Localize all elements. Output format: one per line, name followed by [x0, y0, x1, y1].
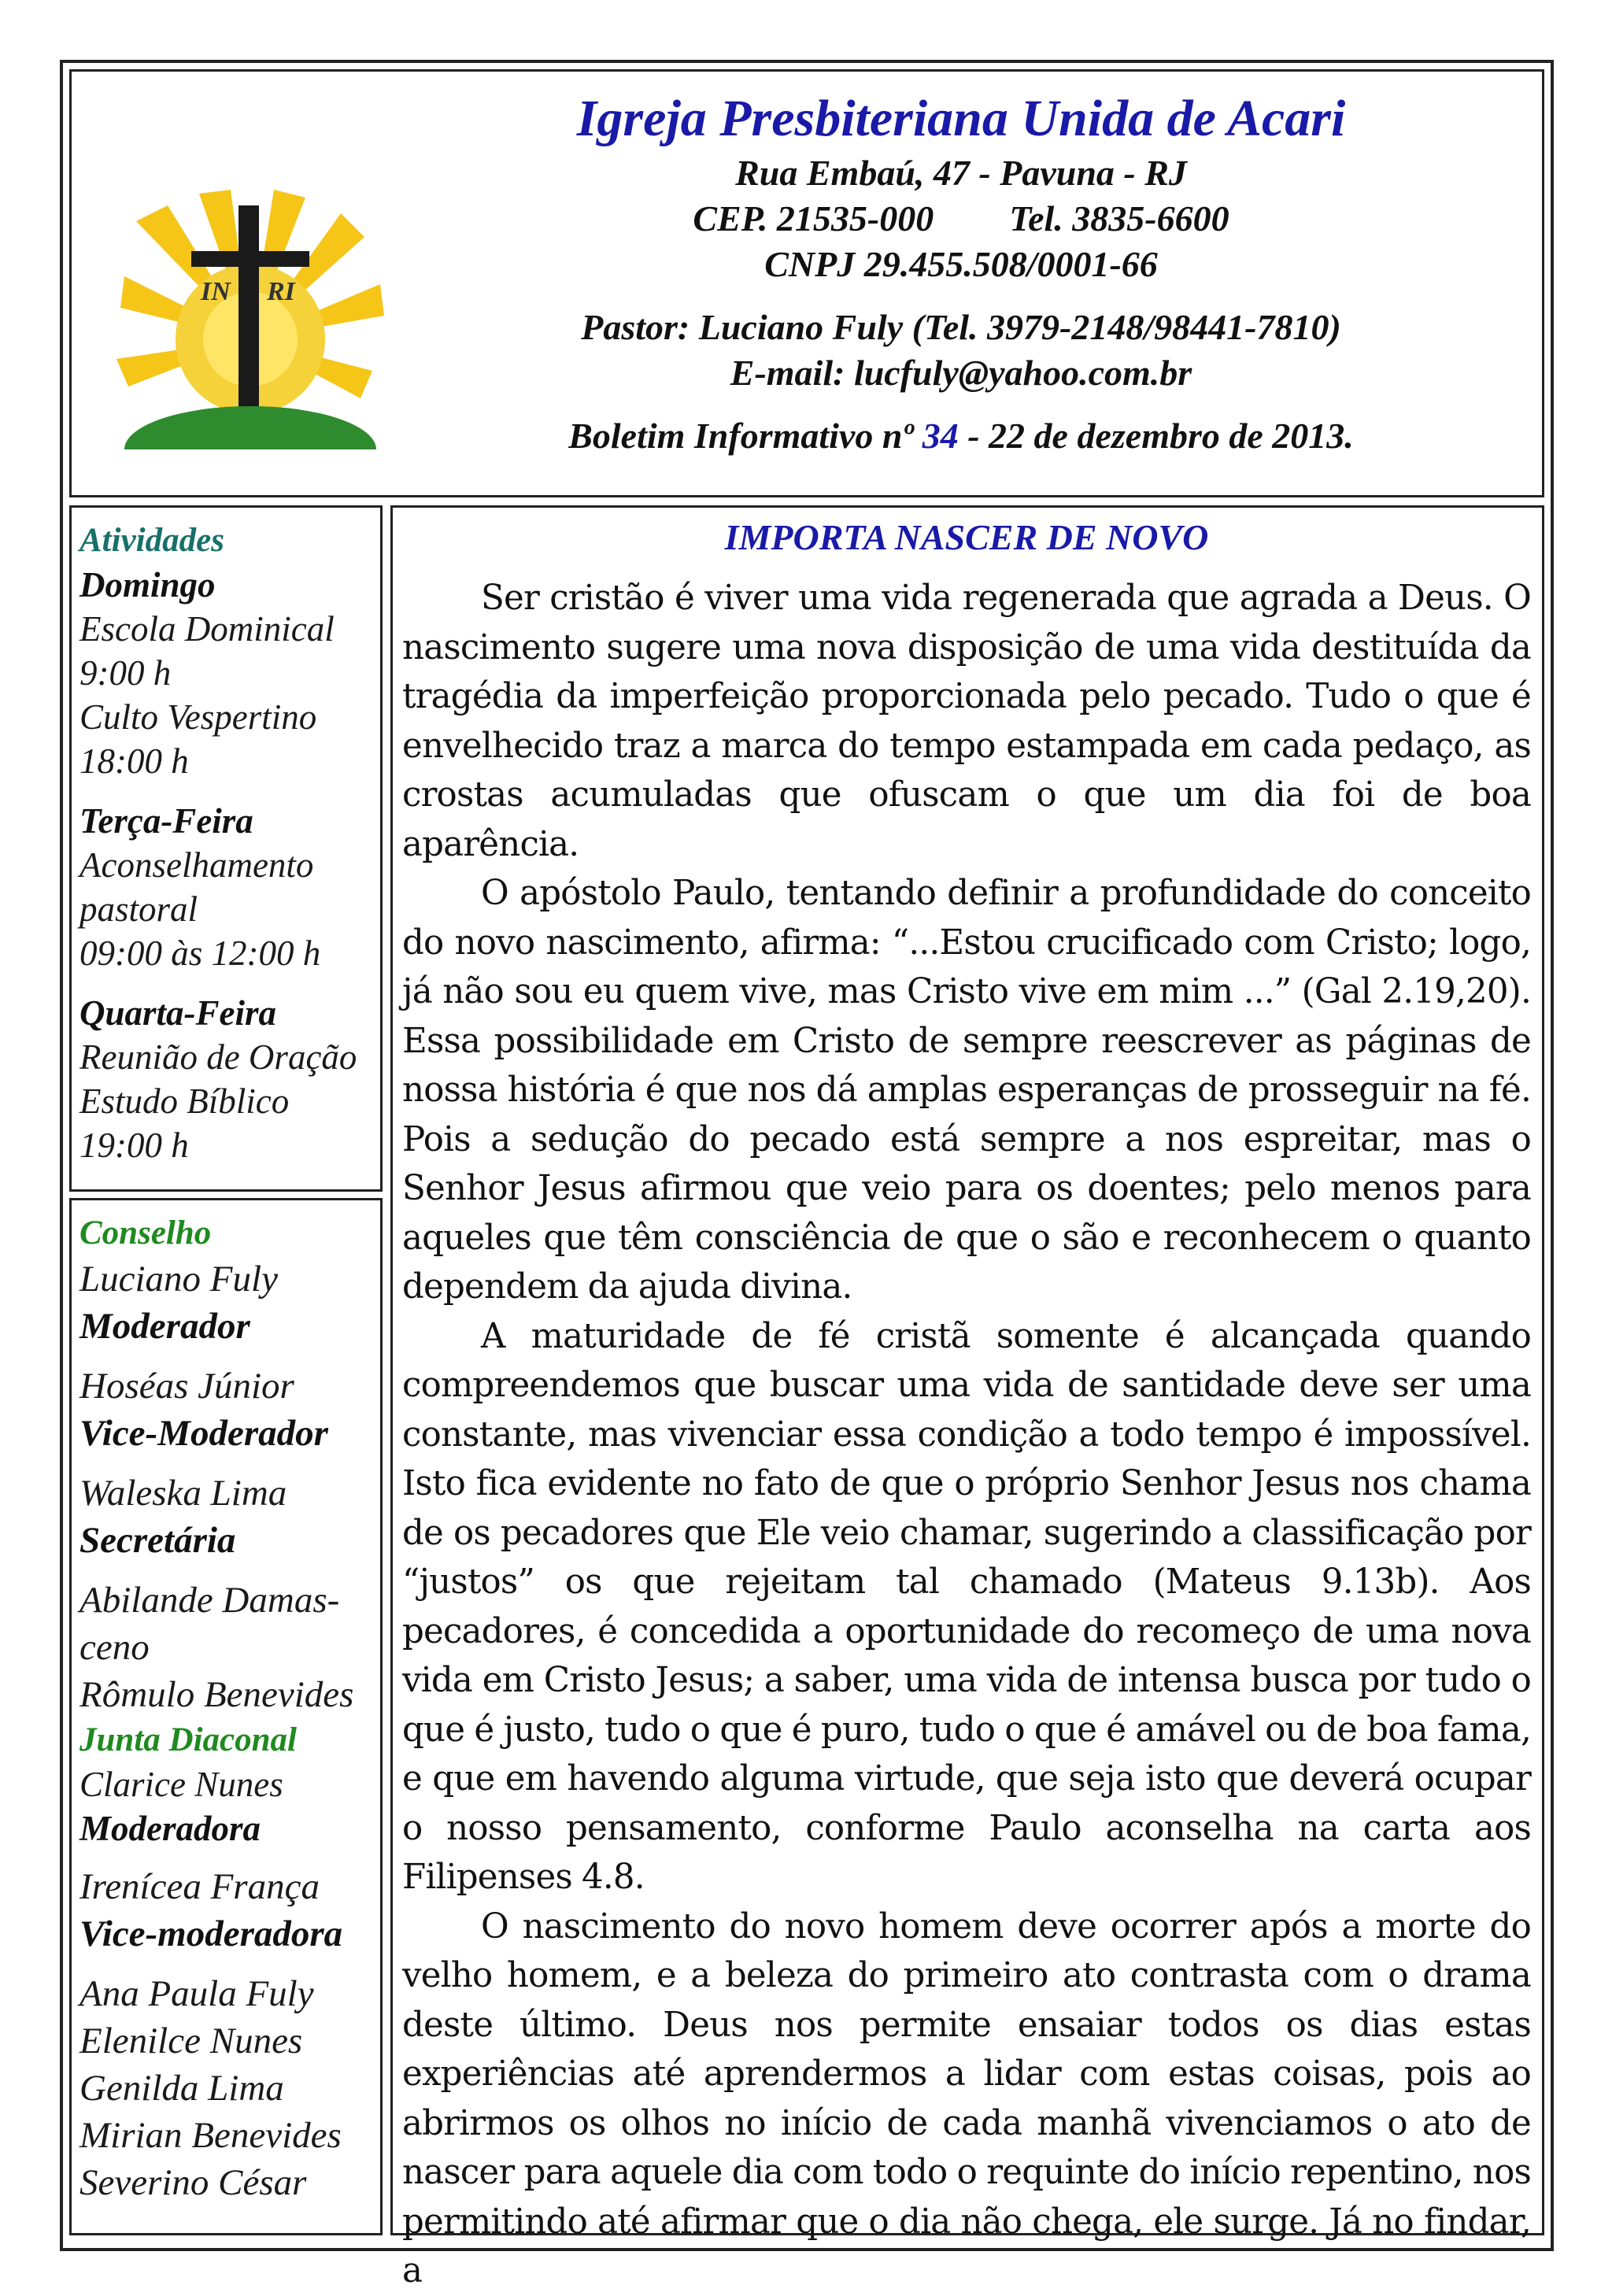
council-member-name: Waleska Lima: [79, 1473, 287, 1514]
council-member-role: Secretária: [79, 1520, 236, 1561]
council-title: Conselho: [79, 1215, 212, 1252]
bulletin-prefix: Boletim Informativo nº: [568, 416, 922, 456]
wednesday-time: 19:00 h: [79, 1126, 189, 1165]
svg-text:IN: IN: [201, 277, 231, 306]
sunday-school-time: 9:00 h: [79, 653, 172, 693]
sunday-school: Escola Dominical: [79, 609, 335, 649]
council-member-role: Vice-Moderador: [79, 1413, 328, 1454]
deacon-member: Ana Paula Fuly: [79, 1973, 314, 2014]
header-box: [69, 69, 1544, 497]
article-title: IMPORTA NASCER DE NOVO: [724, 517, 1209, 557]
counseling-line-1: Aconselhamento: [79, 845, 314, 885]
deacon-name: Clarice Nunes: [79, 1765, 283, 1804]
cep-tel-line: [402, 196, 1520, 242]
deacon-member: Mirian Benevides: [79, 2115, 342, 2156]
pastor: Pastor: Luciano Fuly (Tel. 3979-2148/98441-7810): [581, 307, 1341, 347]
sunday-label: Domingo: [79, 565, 216, 605]
evening-service-time: 18:00 h: [79, 741, 189, 781]
prayer-meeting: Reunião de Oração: [79, 1037, 357, 1077]
article-paragraph: A maturidade de fé cristã somente é alcançada quando compreendemos que buscar uma vida de santidade deve ser uma constante, mas vivenciar essa condição a todo tempo é impossível. Isto fica evidente no fato de que o próprio Senhor Jesus nos chama de os pecadores que Ele veio chamar, sugerindo a classificação por “justos” os que rejeitam tal chamado (Mateus 9.13b). Aos pecadores, é concedida a oportunidade do recomeço de uma nova vida em Cristo Jesus; a saber, uma vida de intensa busca por tudo o que é justo, tudo o que é puro, tudo o que é amável ou de boa fama, e que em havendo alguma virtude, que seja isto que deverá ocupar o nosso pensamento, conforme Paulo aconselha na carta aos Filipenses 4.8.: [402, 1316, 1531, 1897]
tuesday-label: Terça-Feira: [79, 801, 253, 841]
article-paragraph: Ser cristão é viver uma vida regenerada que agrada a Deus. O nascimento sugere uma nova disposição de uma vida destituída da tragédia da imperfeição proporcionada pelo pecado. Tudo o que é envelhecido traz a marca do tempo estampada em cada pedaço, as crostas acumuladas que ofuscam o que um dia foi de boa aparência.: [402, 579, 1531, 864]
evening-service: Culto Vespertino: [79, 697, 317, 737]
deacon-name: Irenícea França: [79, 1866, 320, 1907]
council-member-name-cont: ceno: [79, 1627, 150, 1668]
email: E-mail: lucfuly@yahoo.com.br: [730, 353, 1192, 393]
deacon-role: Vice-moderadora: [79, 1913, 343, 1954]
activities-title: Atividades: [79, 522, 224, 559]
council-member-role: Moderador: [79, 1306, 250, 1347]
council-member-name: Luciano Fuly: [79, 1259, 278, 1300]
church-logo-icon: [113, 190, 388, 469]
article-box: [390, 505, 1544, 2290]
counseling-time: 09:00 às 12:00 h: [79, 934, 321, 973]
deacon-member: Elenilce Nunes: [79, 2021, 303, 2061]
svg-text:RI: RI: [267, 277, 295, 306]
bulletin-line: [402, 413, 1520, 459]
cep: CEP. 21535-000: [693, 198, 934, 238]
phone: Tel. 3835-6600: [1009, 198, 1229, 238]
deacons-title: Junta Diaconal: [79, 1721, 297, 1758]
bible-study: Estudo Bíblico: [79, 1081, 290, 1121]
council-member-name: Hoséas Júnior: [79, 1366, 294, 1407]
deacon-member: Genilda Lima: [79, 2068, 284, 2109]
header-text: [402, 87, 1520, 459]
cnpj: CNPJ 29.455.508/0001-66: [764, 244, 1158, 284]
council-member-name: Rômulo Benevides: [79, 1674, 354, 1715]
article-paragraph: O nascimento do novo homem deve ocorrer após a morte do velho homem, e a beleza do primeiro ato contrasta com o drama deste último. Deus nos permite ensaiar todos os dias estas experiências até aprendermos a lidar com estas coisas, pois ao abrirmos os olhos no início de cada manhã vivenciamos o ato de nascer para aquele dia com todo o requinte do início repentino, nos permitindo até afirmar que o dia não chega, ele surge. Já no findar, a: [402, 1906, 1531, 2290]
article-body: [402, 574, 1531, 2296]
activities-box: [69, 505, 383, 1192]
deacon-role: Moderadora: [79, 1809, 261, 1848]
address: Rua Embaú, 47 - Pavuna - RJ: [735, 153, 1187, 193]
bulletin-date: - 22 de dezembro de 2013.: [958, 416, 1354, 456]
deacon-member: Severino César: [79, 2162, 307, 2203]
council-box: [69, 1198, 383, 2235]
article-paragraph: O apóstolo Paulo, tentando definir a profundidade do conceito do novo nascimento, afirma: “...Estou crucificado com Cristo; logo, já não sou eu quem vive, mas Cristo vive em mim ...” (Gal 2.19,20). Essa possibilidade em Cristo de sempre reescrever as páginas de nossa história é que nos dá amplas esperanças de prosseguir na fé. Pois a sedução do pecado está sempre a nos espreitar, mas o Senhor Jesus afirmou que veio para os doentes; pelo menos para aqueles que têm consciência de que o são e reconhecem o quanto dependem da ajuda divina.: [402, 874, 1531, 1307]
church-name: Igreja Presbiteriana Unida de Acari: [576, 90, 1346, 147]
wednesday-label: Quarta-Feira: [79, 993, 277, 1033]
council-member-name: Abilande Damas-: [79, 1580, 340, 1621]
bulletin-number: 34: [922, 416, 959, 456]
counseling-line-2: pastoral: [79, 889, 198, 929]
